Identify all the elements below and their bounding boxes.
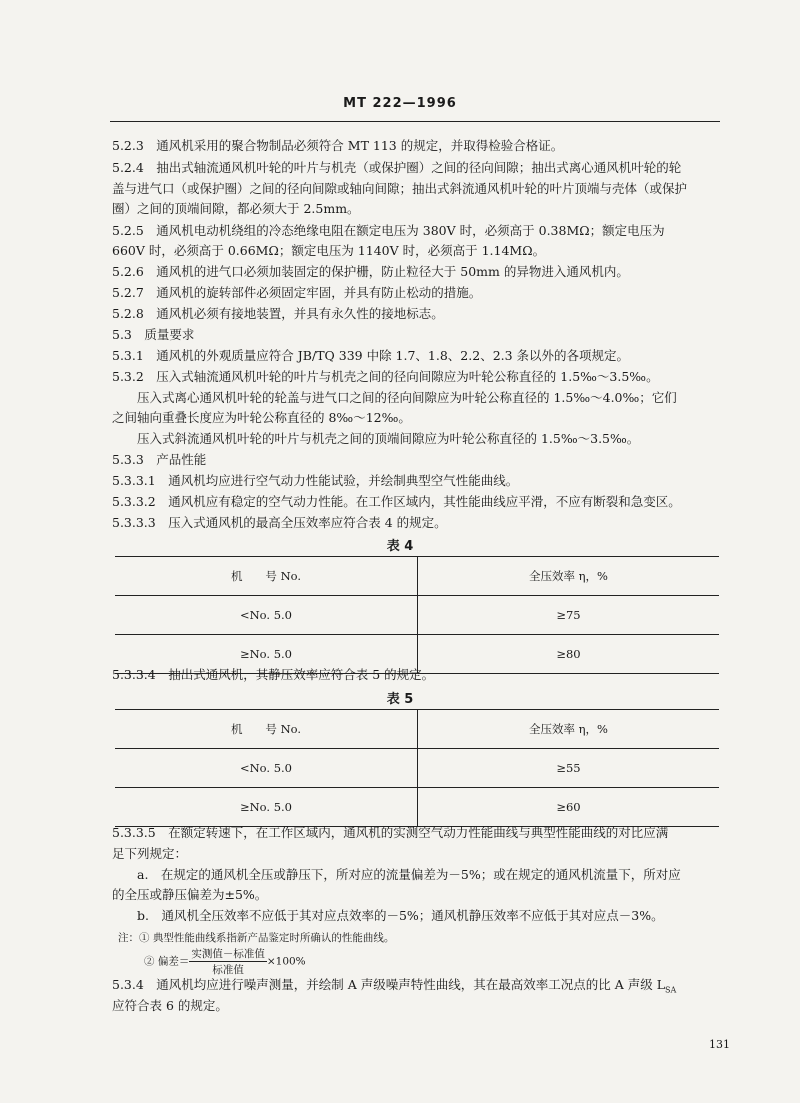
fraction-numerator: 实测值－标准值 [191, 948, 265, 960]
clause-5-2-4-cont1: 盖与进气口（或保护圈）之间的径向间隙或轴向间隙；抽出式斜流通风机叶轮的叶片顶端与壳体（或保护 [112, 181, 688, 196]
table-cell: ≥75 [418, 596, 720, 635]
table-row [115, 596, 719, 635]
clause-5-3-3-2: 5.3.3.2 通风机应有稳定的空气动力性能。在工作区域内，其性能曲线应平滑，不应有断裂和急变区。 [112, 494, 681, 509]
table-cell: ≥55 [418, 749, 720, 788]
clause-5-3-3-3: 5.3.3.3 压入式通风机的最高全压效率应符合表 4 的规定。 [112, 515, 447, 530]
clause-5-3-2: 5.3.2 压入式轴流通风机叶轮的叶片与机壳之间的径向间隙应为叶轮公称直径的 1.5‰～3.5‰。 [112, 369, 659, 384]
fraction-denominator: 标准值 [212, 964, 244, 976]
clause-5-3-3-5-item-a: a. 在规定的通风机全压或静压下，所对应的流量偏差为－5%；或在规定的通风机流量下，所对应 [112, 867, 681, 882]
table-4-header-efficiency: 全压效率 η，% [418, 557, 720, 596]
table-row [115, 557, 719, 596]
clause-5-3-3-1: 5.3.3.1 通风机均应进行空气动力性能试验，并绘制典型空气性能曲线。 [112, 473, 519, 488]
table-4 [115, 556, 719, 674]
clause-5-3-3-5-item-a-cont: 的全压或静压偏差为±5%。 [112, 887, 268, 902]
clause-5-3-3-4: 5.3.3.4 抽出式通风机，其静压效率应符合表 5 的规定。 [112, 667, 435, 682]
table-cell: ≥80 [418, 635, 720, 674]
clause-5-3-3-5-cont: 足下列规定： [112, 846, 188, 861]
clause-5-3-2-para2: 压入式离心通风机叶轮的轮盖与进气口之间的径向间隙应为叶轮公称直径的 1.5‰～4.0‰；它们 [112, 390, 677, 405]
clause-5-3-4-text: 5.3.4 通风机均应进行噪声测量，并绘制 A 声级噪声特性曲线，其在最高效率工况点的比 A 声级 L [112, 977, 666, 992]
table-4-caption: 表 4 [386, 539, 414, 554]
clause-5-3-3-5: 5.3.3.5 在额定转速下，在工作区域内，通风机的实测空气动力性能曲线与典型性能曲线的对比应满 [112, 825, 669, 840]
clause-5-3-4 [112, 977, 676, 999]
table-cell: <No. 5.0 [115, 749, 418, 788]
clause-5-3-1: 5.3.1 通风机的外观质量应符合 JB/TQ 339 中除 1.7、1.8、2.2、2.3 条以外的各项规定。 [112, 348, 630, 363]
table-row [115, 749, 719, 788]
section-5-3-3-title: 5.3.3 产品性能 [112, 452, 207, 467]
table-cell: ≥No. 5.0 [115, 635, 418, 674]
clause-5-2-5: 5.2.5 通风机电动机绕组的冷态绝缘电阻在额定电压为 380V 时，必须高于 0.38MΩ；额定电压为 [112, 223, 665, 238]
clause-5-2-3: 5.2.3 通风机采用的聚合物制品必须符合 MT 113 的规定，并取得检验合格证。 [112, 138, 564, 153]
lsa-subscript: SA [665, 985, 677, 995]
note-1: 注：① 典型性能曲线系指新产品鉴定时所确认的性能曲线。 [118, 932, 395, 944]
table-row [115, 788, 719, 827]
clause-5-2-4-cont2: 圈）之间的顶端间隙，都必须大于 2.5mm。 [112, 201, 360, 216]
table-5 [115, 709, 719, 827]
section-5-3-title: 5.3 质量要求 [112, 327, 195, 342]
note-2-prefix: ② 偏差＝ [144, 955, 190, 968]
table-5-header-model: 机 号 No. [115, 710, 418, 749]
clause-5-3-4-cont: 应符合表 6 的规定。 [112, 998, 228, 1013]
clause-5-3-3-5-item-b: b. 通风机全压效率不应低于其对应点效率的－5%；通风机静压效率不应低于其对应点－3%。 [112, 908, 664, 923]
clause-5-2-8: 5.2.8 通风机必须有接地装置，并具有永久性的接地标志。 [112, 306, 444, 321]
clause-5-2-6: 5.2.6 通风机的进气口必须加装固定的保护栅，防止粒径大于 50mm 的异物进入通风机内。 [112, 264, 629, 279]
clause-5-2-7: 5.2.7 通风机的旋转部件必须固定牢固，并具有防止松动的措施。 [112, 285, 482, 300]
table-cell: ≥No. 5.0 [115, 788, 418, 827]
header-rule [110, 121, 720, 122]
clause-5-2-4: 5.2.4 抽出式轴流通风机叶轮的叶片与机壳（或保护圈）之间的径向间隙；抽出式离心通风机叶轮的轮 [112, 160, 682, 175]
note-2-suffix: ×100% [266, 955, 306, 968]
table-row [115, 710, 719, 749]
deviation-fraction [189, 946, 267, 977]
table-5-caption: 表 5 [386, 692, 414, 707]
table-5-header-efficiency: 全压效率 η，% [418, 710, 720, 749]
note-2 [144, 946, 306, 977]
table-4-header-model: 机 号 No. [115, 557, 418, 596]
clause-5-3-2-para2-cont: 之间轴向重叠长度应为叶轮公称直径的 8‰～12‰。 [112, 410, 411, 425]
page-number: 131 [709, 1038, 730, 1051]
clause-5-2-5-cont: 660V 时，必须高于 0.66MΩ；额定电压为 1140V 时，必须高于 1.14MΩ。 [112, 243, 546, 258]
standard-header: MT 222—1996 [343, 96, 457, 111]
clause-5-3-2-para3: 压入式斜流通风机叶轮的叶片与机壳之间的顶端间隙应为叶轮公称直径的 1.5‰～3.5‰。 [112, 431, 640, 446]
table-cell: ≥60 [418, 788, 720, 827]
table-cell: <No. 5.0 [115, 596, 418, 635]
